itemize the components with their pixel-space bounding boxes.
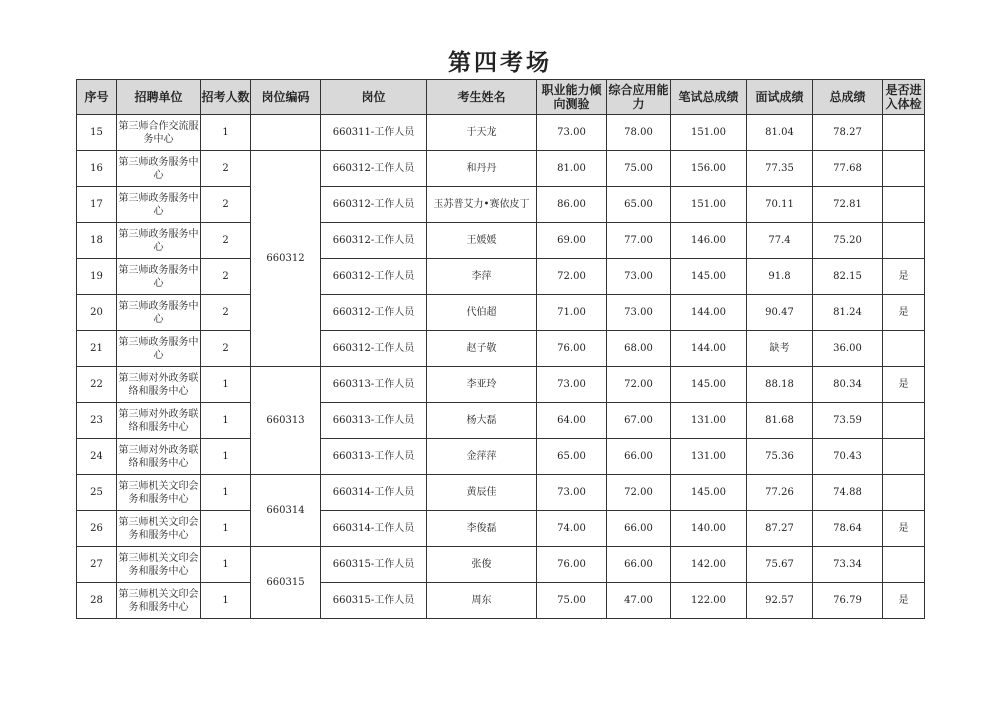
comprehensive-cell: 72.00 bbox=[607, 475, 671, 511]
aptitude-cell: 69.00 bbox=[537, 223, 607, 259]
table-body bbox=[77, 115, 925, 619]
name-cell: 赵子敬 bbox=[427, 331, 537, 367]
physical-exam-cell bbox=[883, 331, 925, 367]
physical-exam-cell bbox=[883, 439, 925, 475]
interview-cell: 81.68 bbox=[747, 403, 813, 439]
total-cell: 77.68 bbox=[813, 151, 883, 187]
unit-cell: 第三师机关文印会务和服务中心 bbox=[117, 547, 201, 583]
code-cell bbox=[251, 115, 321, 151]
unit-cell: 第三师政务服务中心 bbox=[117, 295, 201, 331]
header-physical-exam: 是否进入体检 bbox=[883, 80, 925, 115]
position-cell: 660312-工作人员 bbox=[321, 331, 427, 367]
aptitude-cell: 73.00 bbox=[537, 115, 607, 151]
name-cell: 李萍 bbox=[427, 259, 537, 295]
header-name: 考生姓名 bbox=[427, 80, 537, 115]
total-cell: 78.27 bbox=[813, 115, 883, 151]
physical-exam-cell bbox=[883, 475, 925, 511]
physical-exam-cell bbox=[883, 115, 925, 151]
table-row bbox=[77, 439, 925, 475]
comprehensive-cell: 77.00 bbox=[607, 223, 671, 259]
total-cell: 82.15 bbox=[813, 259, 883, 295]
written-total-cell: 145.00 bbox=[671, 475, 747, 511]
page-title: 第四考场 bbox=[448, 49, 552, 76]
count-cell: 2 bbox=[201, 259, 251, 295]
total-cell: 74.88 bbox=[813, 475, 883, 511]
name-cell: 周东 bbox=[427, 583, 537, 619]
score-table bbox=[76, 79, 925, 619]
aptitude-cell: 75.00 bbox=[537, 583, 607, 619]
seq-cell: 23 bbox=[77, 403, 117, 439]
count-cell: 2 bbox=[201, 151, 251, 187]
seq-cell: 28 bbox=[77, 583, 117, 619]
name-cell: 于天龙 bbox=[427, 115, 537, 151]
position-cell: 660312-工作人员 bbox=[321, 259, 427, 295]
unit-cell: 第三师机关文印会务和服务中心 bbox=[117, 475, 201, 511]
physical-exam-cell: 是 bbox=[883, 583, 925, 619]
seq-cell: 18 bbox=[77, 223, 117, 259]
count-cell: 1 bbox=[201, 403, 251, 439]
interview-cell: 77.35 bbox=[747, 151, 813, 187]
position-cell: 660313-工作人员 bbox=[321, 367, 427, 403]
physical-exam-cell bbox=[883, 187, 925, 223]
name-cell: 和丹丹 bbox=[427, 151, 537, 187]
seq-cell: 25 bbox=[77, 475, 117, 511]
comprehensive-cell: 66.00 bbox=[607, 439, 671, 475]
position-cell: 660313-工作人员 bbox=[321, 439, 427, 475]
table-row bbox=[77, 259, 925, 295]
total-cell: 72.81 bbox=[813, 187, 883, 223]
aptitude-cell: 76.00 bbox=[537, 331, 607, 367]
total-cell: 81.24 bbox=[813, 295, 883, 331]
total-cell: 73.59 bbox=[813, 403, 883, 439]
count-cell: 1 bbox=[201, 583, 251, 619]
written-total-cell: 145.00 bbox=[671, 259, 747, 295]
table-row bbox=[77, 403, 925, 439]
position-cell: 660312-工作人员 bbox=[321, 187, 427, 223]
header-comprehensive: 综合应用能力 bbox=[607, 80, 671, 115]
unit-cell: 第三师对外政务联络和服务中心 bbox=[117, 367, 201, 403]
physical-exam-cell: 是 bbox=[883, 367, 925, 403]
code-cell: 660314 bbox=[251, 475, 321, 547]
written-total-cell: 151.00 bbox=[671, 187, 747, 223]
aptitude-cell: 81.00 bbox=[537, 151, 607, 187]
name-cell: 王媛媛 bbox=[427, 223, 537, 259]
total-cell: 36.00 bbox=[813, 331, 883, 367]
seq-cell: 16 bbox=[77, 151, 117, 187]
seq-cell: 22 bbox=[77, 367, 117, 403]
count-cell: 1 bbox=[201, 511, 251, 547]
unit-cell: 第三师政务服务中心 bbox=[117, 187, 201, 223]
aptitude-cell: 71.00 bbox=[537, 295, 607, 331]
interview-cell: 75.36 bbox=[747, 439, 813, 475]
unit-cell: 第三师对外政务联络和服务中心 bbox=[117, 439, 201, 475]
count-cell: 2 bbox=[201, 331, 251, 367]
interview-cell: 92.57 bbox=[747, 583, 813, 619]
unit-cell: 第三师政务服务中心 bbox=[117, 223, 201, 259]
count-cell: 2 bbox=[201, 223, 251, 259]
physical-exam-cell: 是 bbox=[883, 259, 925, 295]
count-cell: 2 bbox=[201, 187, 251, 223]
total-cell: 76.79 bbox=[813, 583, 883, 619]
interview-cell: 75.67 bbox=[747, 547, 813, 583]
written-total-cell: 144.00 bbox=[671, 331, 747, 367]
position-cell: 660311-工作人员 bbox=[321, 115, 427, 151]
position-cell: 660312-工作人员 bbox=[321, 151, 427, 187]
aptitude-cell: 86.00 bbox=[537, 187, 607, 223]
interview-cell: 87.27 bbox=[747, 511, 813, 547]
written-total-cell: 145.00 bbox=[671, 367, 747, 403]
unit-cell: 第三师机关文印会务和服务中心 bbox=[117, 583, 201, 619]
aptitude-cell: 74.00 bbox=[537, 511, 607, 547]
seq-cell: 15 bbox=[77, 115, 117, 151]
header-aptitude: 职业能力倾向测验 bbox=[537, 80, 607, 115]
comprehensive-cell: 47.00 bbox=[607, 583, 671, 619]
physical-exam-cell bbox=[883, 547, 925, 583]
table-row bbox=[77, 547, 925, 583]
written-total-cell: 142.00 bbox=[671, 547, 747, 583]
table-row bbox=[77, 115, 925, 151]
unit-cell: 第三师合作交流服务中心 bbox=[117, 115, 201, 151]
count-cell: 1 bbox=[201, 475, 251, 511]
comprehensive-cell: 65.00 bbox=[607, 187, 671, 223]
count-cell: 1 bbox=[201, 547, 251, 583]
position-cell: 660315-工作人员 bbox=[321, 547, 427, 583]
table-row bbox=[77, 331, 925, 367]
aptitude-cell: 73.00 bbox=[537, 367, 607, 403]
unit-cell: 第三师政务服务中心 bbox=[117, 331, 201, 367]
written-total-cell: 151.00 bbox=[671, 115, 747, 151]
written-total-cell: 156.00 bbox=[671, 151, 747, 187]
interview-cell: 91.8 bbox=[747, 259, 813, 295]
total-cell: 75.20 bbox=[813, 223, 883, 259]
count-cell: 1 bbox=[201, 115, 251, 151]
total-cell: 70.43 bbox=[813, 439, 883, 475]
seq-cell: 26 bbox=[77, 511, 117, 547]
interview-cell: 缺考 bbox=[747, 331, 813, 367]
header-unit: 招聘单位 bbox=[117, 80, 201, 115]
name-cell: 杨大磊 bbox=[427, 403, 537, 439]
seq-cell: 27 bbox=[77, 547, 117, 583]
seq-cell: 19 bbox=[77, 259, 117, 295]
code-cell: 660312 bbox=[251, 151, 321, 367]
name-cell: 代伯超 bbox=[427, 295, 537, 331]
comprehensive-cell: 66.00 bbox=[607, 547, 671, 583]
physical-exam-cell: 是 bbox=[883, 295, 925, 331]
header-count: 招考人数 bbox=[201, 80, 251, 115]
count-cell: 1 bbox=[201, 439, 251, 475]
code-cell: 660313 bbox=[251, 367, 321, 475]
aptitude-cell: 65.00 bbox=[537, 439, 607, 475]
total-cell: 80.34 bbox=[813, 367, 883, 403]
unit-cell: 第三师机关文印会务和服务中心 bbox=[117, 511, 201, 547]
interview-cell: 90.47 bbox=[747, 295, 813, 331]
table-row bbox=[77, 583, 925, 619]
code-cell: 660315 bbox=[251, 547, 321, 619]
unit-cell: 第三师对外政务联络和服务中心 bbox=[117, 403, 201, 439]
header-position: 岗位 bbox=[321, 80, 427, 115]
count-cell: 1 bbox=[201, 367, 251, 403]
physical-exam-cell bbox=[883, 151, 925, 187]
comprehensive-cell: 68.00 bbox=[607, 331, 671, 367]
aptitude-cell: 72.00 bbox=[537, 259, 607, 295]
written-total-cell: 131.00 bbox=[671, 403, 747, 439]
position-cell: 660314-工作人员 bbox=[321, 511, 427, 547]
total-cell: 78.64 bbox=[813, 511, 883, 547]
position-cell: 660314-工作人员 bbox=[321, 475, 427, 511]
aptitude-cell: 73.00 bbox=[537, 475, 607, 511]
position-cell: 660313-工作人员 bbox=[321, 403, 427, 439]
position-cell: 660315-工作人员 bbox=[321, 583, 427, 619]
interview-cell: 70.11 bbox=[747, 187, 813, 223]
physical-exam-cell bbox=[883, 403, 925, 439]
interview-cell: 81.04 bbox=[747, 115, 813, 151]
header-row bbox=[77, 80, 925, 115]
table-row bbox=[77, 367, 925, 403]
unit-cell: 第三师政务服务中心 bbox=[117, 151, 201, 187]
written-total-cell: 131.00 bbox=[671, 439, 747, 475]
header-seq: 序号 bbox=[77, 80, 117, 115]
comprehensive-cell: 66.00 bbox=[607, 511, 671, 547]
written-total-cell: 122.00 bbox=[671, 583, 747, 619]
header-interview: 面试成绩 bbox=[747, 80, 813, 115]
interview-cell: 77.4 bbox=[747, 223, 813, 259]
aptitude-cell: 64.00 bbox=[537, 403, 607, 439]
header-code: 岗位编码 bbox=[251, 80, 321, 115]
name-cell: 黄辰佳 bbox=[427, 475, 537, 511]
table-row bbox=[77, 511, 925, 547]
physical-exam-cell: 是 bbox=[883, 511, 925, 547]
comprehensive-cell: 73.00 bbox=[607, 259, 671, 295]
seq-cell: 17 bbox=[77, 187, 117, 223]
interview-cell: 77.26 bbox=[747, 475, 813, 511]
seq-cell: 24 bbox=[77, 439, 117, 475]
comprehensive-cell: 73.00 bbox=[607, 295, 671, 331]
table-row bbox=[77, 223, 925, 259]
comprehensive-cell: 75.00 bbox=[607, 151, 671, 187]
unit-cell: 第三师政务服务中心 bbox=[117, 259, 201, 295]
comprehensive-cell: 78.00 bbox=[607, 115, 671, 151]
physical-exam-cell bbox=[883, 223, 925, 259]
name-cell: 玉苏普艾力•赛依皮丁 bbox=[427, 187, 537, 223]
position-cell: 660312-工作人员 bbox=[321, 295, 427, 331]
written-total-cell: 146.00 bbox=[671, 223, 747, 259]
seq-cell: 20 bbox=[77, 295, 117, 331]
name-cell: 李亚玲 bbox=[427, 367, 537, 403]
header-written-total: 笔试总成绩 bbox=[671, 80, 747, 115]
table-row bbox=[77, 151, 925, 187]
interview-cell: 88.18 bbox=[747, 367, 813, 403]
count-cell: 2 bbox=[201, 295, 251, 331]
table-row bbox=[77, 187, 925, 223]
name-cell: 金萍萍 bbox=[427, 439, 537, 475]
comprehensive-cell: 67.00 bbox=[607, 403, 671, 439]
total-cell: 73.34 bbox=[813, 547, 883, 583]
header-total: 总成绩 bbox=[813, 80, 883, 115]
position-cell: 660312-工作人员 bbox=[321, 223, 427, 259]
comprehensive-cell: 72.00 bbox=[607, 367, 671, 403]
name-cell: 李俊磊 bbox=[427, 511, 537, 547]
table-row bbox=[77, 295, 925, 331]
table-row bbox=[77, 475, 925, 511]
aptitude-cell: 76.00 bbox=[537, 547, 607, 583]
written-total-cell: 144.00 bbox=[671, 295, 747, 331]
seq-cell: 21 bbox=[77, 331, 117, 367]
name-cell: 张俊 bbox=[427, 547, 537, 583]
written-total-cell: 140.00 bbox=[671, 511, 747, 547]
